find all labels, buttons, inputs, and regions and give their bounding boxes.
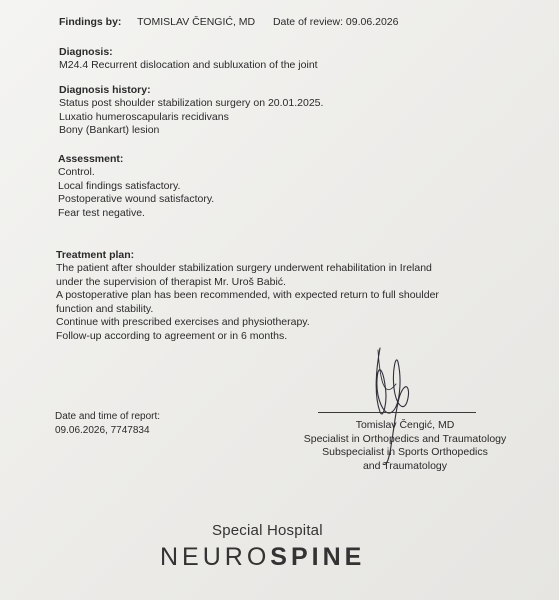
signature-line <box>318 412 476 413</box>
report-section <box>55 410 160 437</box>
report-date-label: Date and time of report: <box>55 411 161 422</box>
treatment-line: The patient after shoulder stabilization surgery underwent rehabilitation in Ireland <box>56 262 432 274</box>
report-date-value: 09.06.2026, 7747834 <box>55 424 150 436</box>
treatment-line: A postoperative plan has been recommended, with expected return to full shoulder <box>56 289 439 302</box>
signature-block <box>300 419 510 473</box>
signature-title: Specialist in Orthopedics and Traumatology <box>303 432 507 445</box>
logo-wordmark <box>160 543 370 572</box>
logo-wordmark-light: NEURO <box>160 543 271 571</box>
logo-wordmark-bold: SPINE <box>270 543 366 571</box>
treatment-line: Follow-up according to agreement or in 6 months. <box>56 329 288 342</box>
signature-title: and Traumatology <box>362 459 448 472</box>
findings-header <box>59 15 398 30</box>
signature-name: Tomislav Čengić, MD <box>355 419 455 431</box>
treatment-line: Continue with prescribed exercises and physiotherapy. <box>56 316 310 329</box>
treatment-line: under the supervision of therapist Mr. Uroš Babić. <box>56 275 286 288</box>
findings-label: Findings by: <box>59 16 122 28</box>
hospital-logo <box>160 522 370 572</box>
diagnosis-line: M24.4 Recurrent dislocation and subluxation of the joint <box>59 59 318 71</box>
assessment-line: Postoperative wound satisfactory. <box>58 193 215 206</box>
history-line: Bony (Bankart) lesion <box>59 124 160 137</box>
treatment-line: function and stability. <box>56 302 154 315</box>
signature-title: Subspecialist in Sports Orthopedics <box>322 446 488 459</box>
assessment-title: Assessment: <box>58 153 124 165</box>
review-date-label: Date of review: <box>272 16 343 28</box>
assessment-line: Fear test negative. <box>58 206 145 219</box>
assessment-line: Control. <box>58 166 95 178</box>
diagnosis-title: Diagnosis: <box>59 46 113 58</box>
diagnosis-section <box>59 45 318 73</box>
treatment-section <box>56 248 439 344</box>
assessment-section <box>58 152 214 220</box>
history-line: Status post shoulder stabilization surgery on 20.01.2025. <box>59 97 324 109</box>
history-section <box>59 83 323 138</box>
physician-name: TOMISLAV ČENGIĆ, MD <box>137 16 256 28</box>
history-line: Luxatio humeroscapularis recidivans <box>59 110 229 123</box>
logo-subtitle: Special Hospital <box>212 522 323 539</box>
assessment-line: Local findings satisfactory. <box>58 179 181 192</box>
history-title: Diagnosis history: <box>59 84 151 96</box>
review-date: 09.06.2026 <box>345 16 399 28</box>
treatment-title: Treatment plan: <box>56 249 135 261</box>
